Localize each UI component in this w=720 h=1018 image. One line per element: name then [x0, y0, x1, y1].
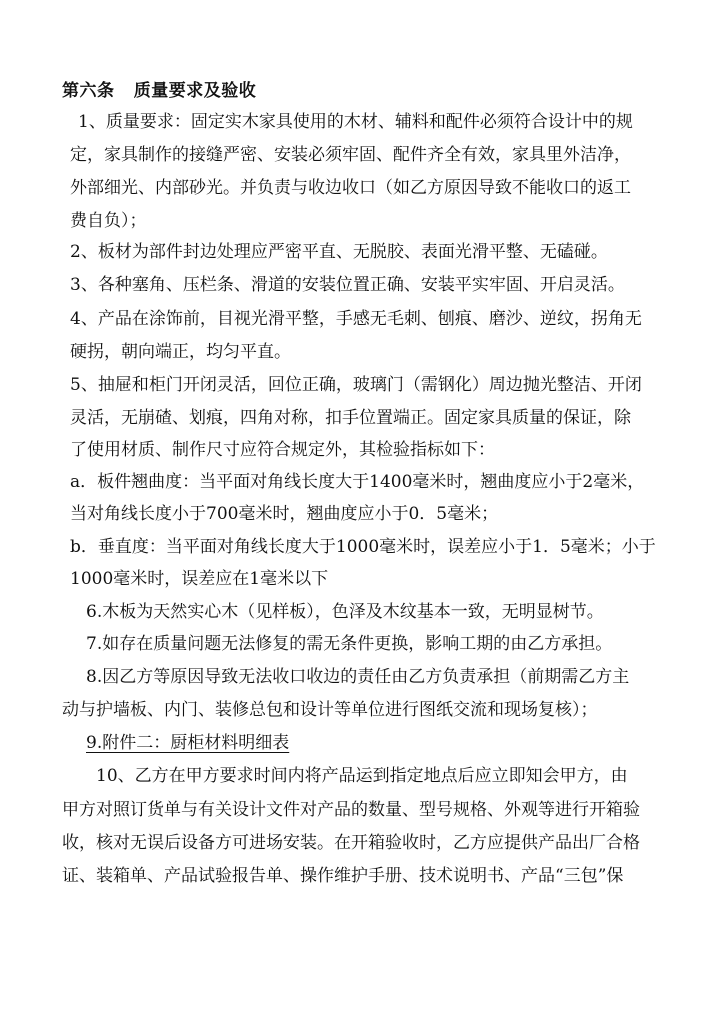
text-line: 外部细光、内部砂光。并负责与收边收口（如乙方原因导致不能收口的返工	[70, 178, 631, 198]
text-line: 证、装箱单、产品试验报告单、操作维护手册、技术说明书、产品“三包”保	[62, 866, 624, 886]
attachment-reference-line: 9.附件二：厨柜材料明细表	[86, 733, 290, 753]
section-heading: 第六条 质量要求及验收	[62, 81, 257, 101]
text-line: 硬拐，朝向端正，均匀平直。	[70, 342, 291, 362]
text-line: 2、板材为部件封边处理应严密平直、无脱胶、表面光滑平整、无磕碰。	[70, 242, 608, 262]
text-line: 动与护墙板、内门、装修总包和设计等单位进行图纸交流和现场复核）；	[62, 700, 598, 720]
text-line: b．垂直度：当平面对角线长度大于1000毫米时，误差应小于1．5毫米；小于	[70, 537, 656, 557]
text-line: 8.因乙方等原因导致无法收口收边的责任由乙方负责承担（前期需乙方主	[86, 667, 630, 687]
text-line: 5、抽屉和柜门开闭灵活，回位正确，玻璃门（需钢化）周边抛光整洁、开闭	[70, 375, 642, 395]
text-line: 了使用材质、制作尺寸应符合规定外，其检验指标如下：	[70, 440, 495, 460]
text-line: 甲方对照订货单与有关设计文件对产品的数量、型号规格、外观等进行开箱验	[62, 800, 640, 820]
text-line: 4、产品在涂饰前，目视光滑平整，手感无毛刺、刨痕、磨沙、逆纹，拐角无	[70, 309, 642, 329]
text-line: 当对角线长度小于700毫米时，翘曲度应小于0．5毫米；	[70, 504, 499, 524]
text-line: 定，家具制作的接缝严密、安装必须牢固、配件齐全有效，家具里外洁净，	[70, 145, 631, 165]
text-line: 10、乙方在甲方要求时间内将产品运到指定地点后应立即知会甲方，由	[96, 766, 628, 786]
text-line: 7.如存在质量问题无法修复的需无条件更换，影响工期的由乙方承担。	[86, 634, 613, 654]
text-line: 1、质量要求：固定实木家具使用的木材、辅料和配件必须符合设计中的规	[78, 112, 633, 132]
text-line: 3、各种塞角、压栏条、滑道的安装位置正确、安装平实牢固、开启灵活。	[70, 275, 625, 295]
text-line: a．板件翘曲度：当平面对角线长度大于1400毫米时，翘曲度应小于2毫米，	[70, 472, 645, 492]
text-line: 6.木板为天然实心木（见样板），色泽及木纹基本一致，无明显树节。	[86, 602, 604, 622]
text-line: 收，核对无误后设备方可进场安装。在开箱验收时，乙方应提供产品出厂合格	[62, 833, 640, 853]
text-line: 费自负）；	[70, 211, 147, 231]
text-line: 灵活，无崩碴、划痕，四角对称，扣手位置端正。固定家具质量的保证，除	[70, 408, 631, 428]
text-line: 1000毫米时，误差应在1毫米以下	[70, 569, 329, 589]
